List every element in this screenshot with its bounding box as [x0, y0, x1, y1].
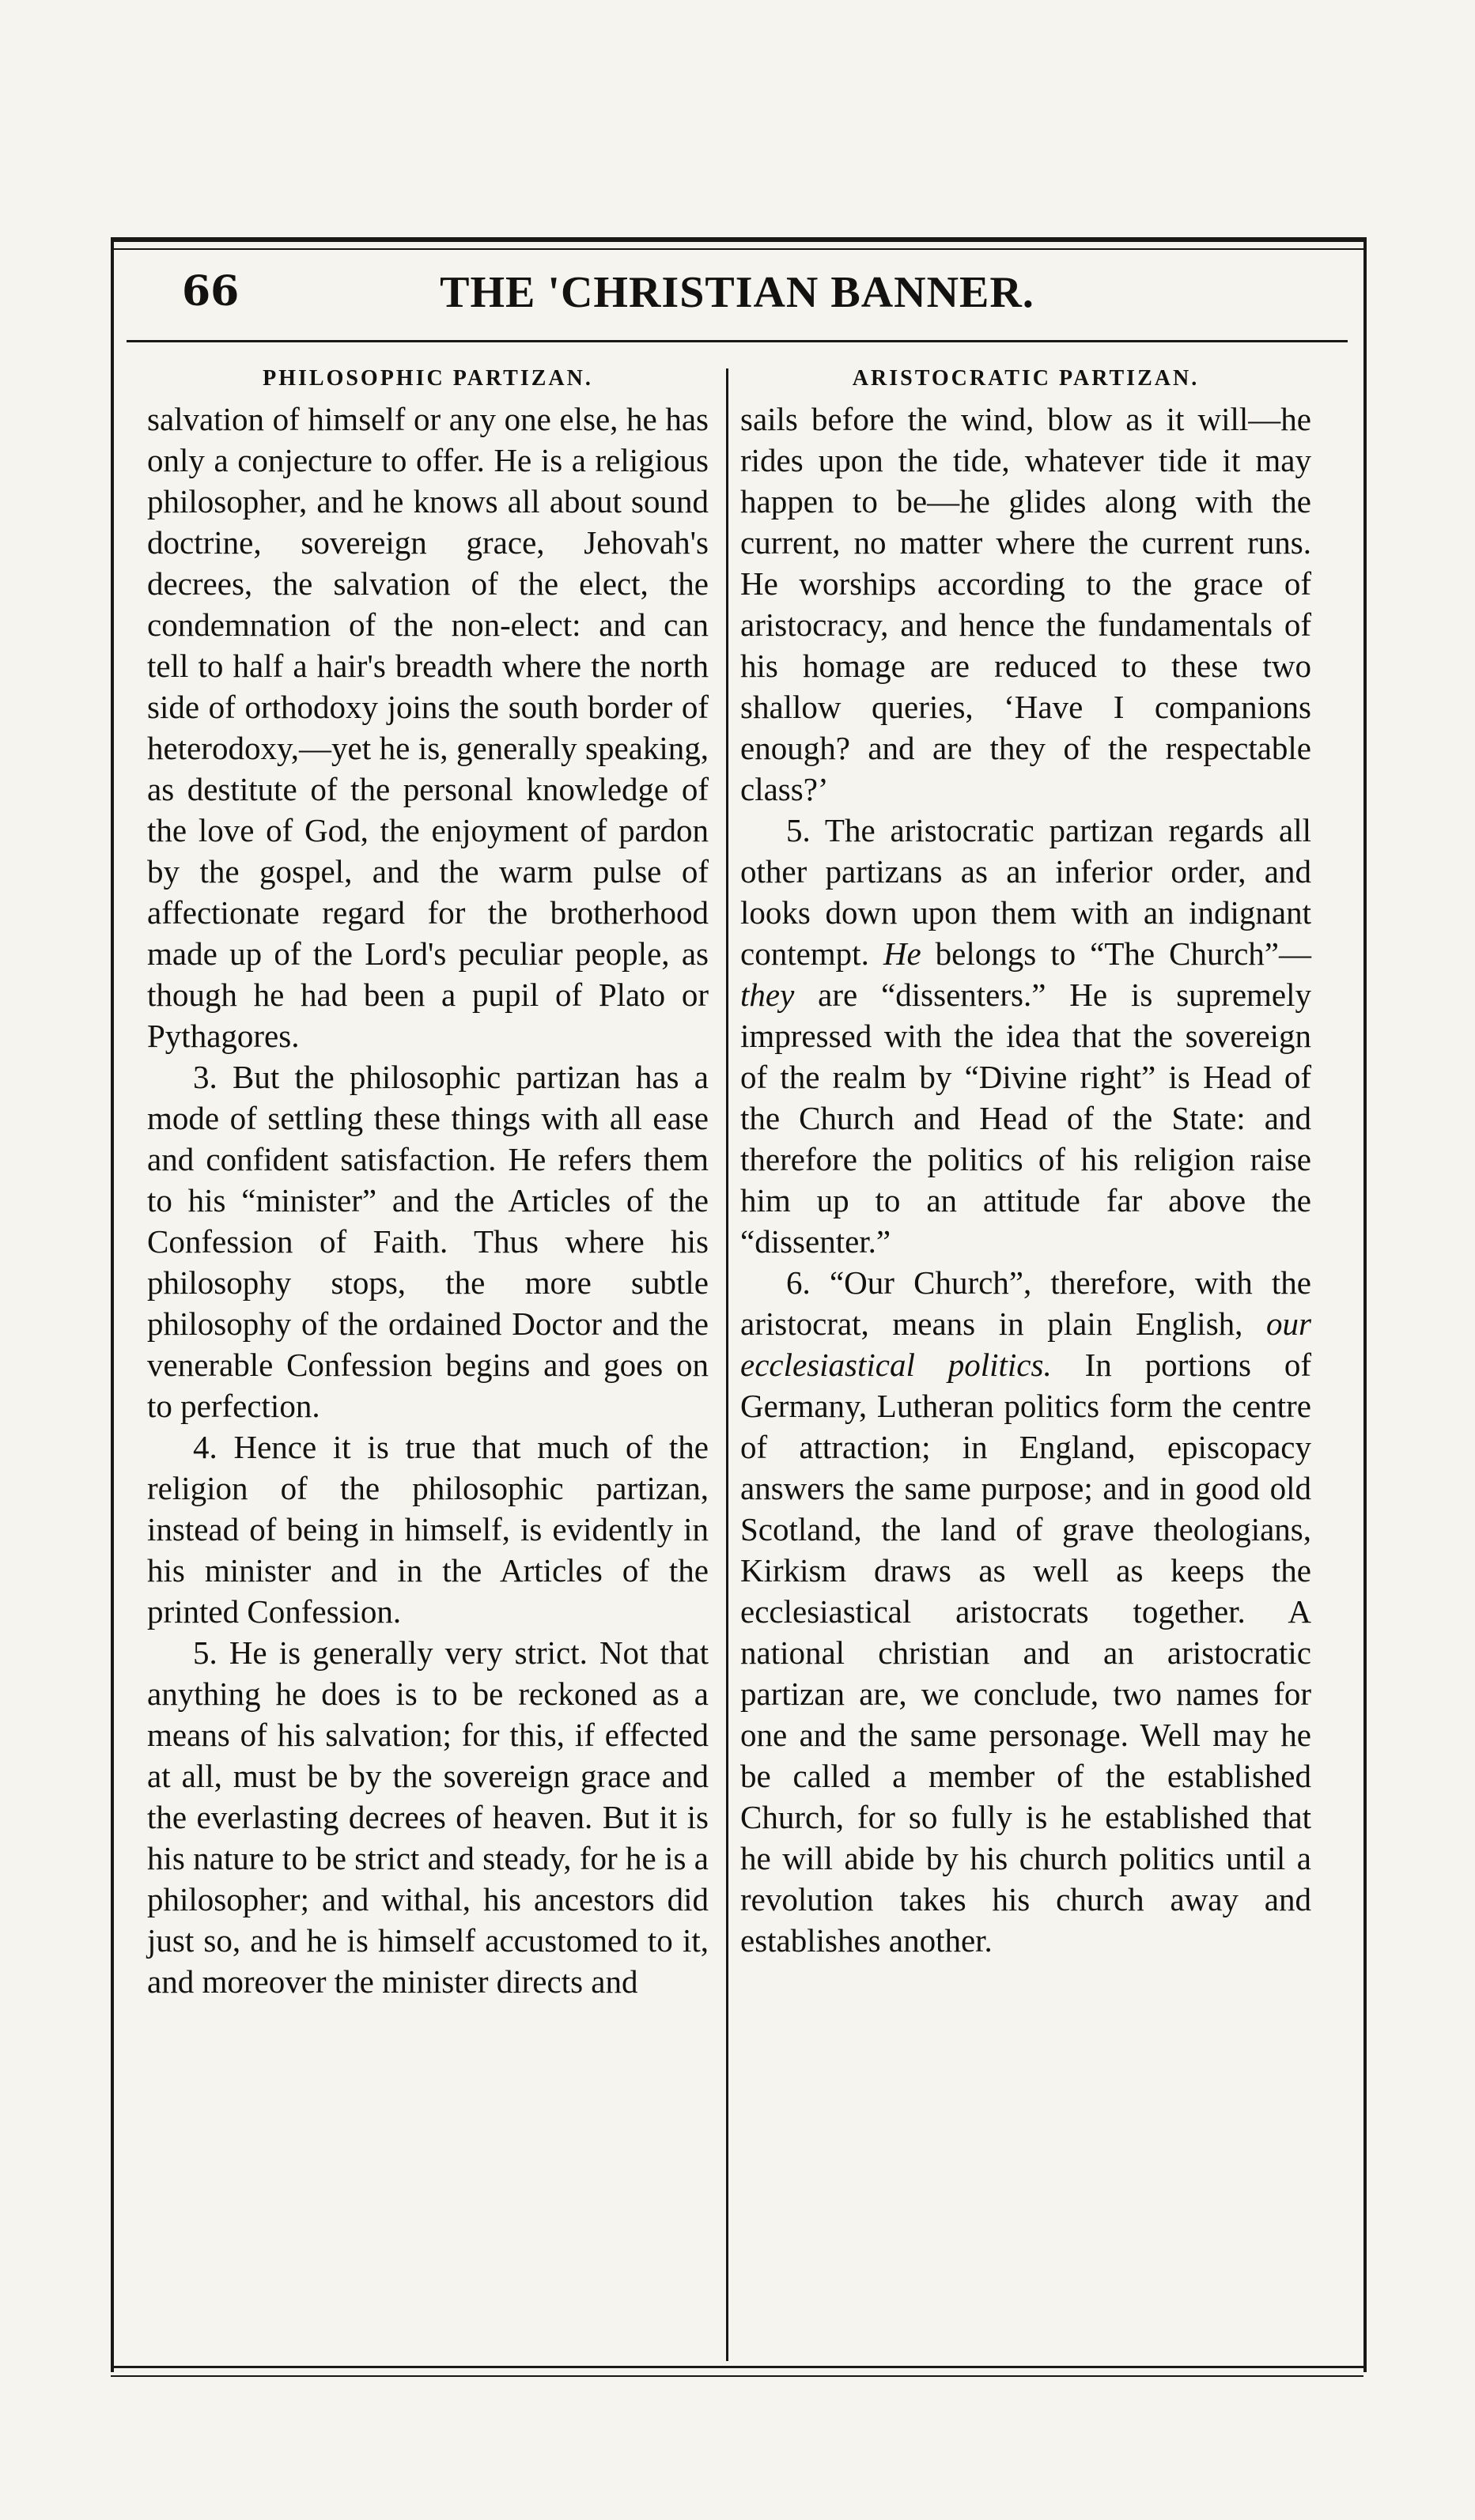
italic-text: they — [740, 977, 795, 1013]
paragraph: salvation of himself or any one else, he has only a conjecture to offer. He is a religious philosopher, and he knows all about sound doctrine, sovereign grace, Jehovah's decrees, the salvation of the elect, the condemnation of the non-elect: and can tell to half a hair's breadth where the north side of orthodoxy joins the south border of heterodoxy,—yet he is, generally speaking, as destitute of the personal knowledge of the love of God, the enjoyment of pardon by the gospel, and the warm pulse of affectionate regard for the brotherhood made up of the Lord's peculiar people, as though he had been a pupil of Plato or Pythagores. — [147, 401, 709, 1054]
text-run: In portions of Germany, Lutheran politics form the centre of attraction; in England, episcopacy answers the same purpose; and in good old Scotland, the land of grave theologians, Kirkism draws as well as keeps the ecclesiastical aristocrats together. A national christian and an aristocratic partizan are, we conclude, two names for one and the same personage. Well may he be called a member of the established Church, for so fully is he established that he will abide by his church politics until a revolution takes his church away and establishes another. — [740, 1347, 1312, 1959]
page-number: 66 — [182, 267, 240, 315]
paragraph — [740, 810, 1311, 1262]
italic-text: He — [883, 935, 921, 972]
journal-title: THE 'CHRISTIAN BANNER. — [440, 268, 1034, 317]
column-divider — [726, 368, 728, 2361]
bottom-rule-thin — [111, 2375, 1363, 2377]
paragraph — [740, 1262, 1311, 1961]
text-run: are “dissenters.” He is supremely impressed with the idea that the sovereign of the realm by “Divine right” is Head of the Church and Head of the State: and therefore the politics of his religion raise him up to an attitude far above the “dissenter.” — [740, 977, 1311, 1260]
paragraph: 3. But the philosophic partizan has a mode of settling these things with all ease and confident satisfaction. He refers them to his “minister” and the Articles of the Confession of Faith. Thus where his philosophy stops, the more subtle philosophy of the ordained Doctor and the venerable Confession begins and goes on to perfection. — [147, 1059, 709, 1424]
right-column — [740, 365, 1311, 1961]
text-run: 6. “Our Church”, therefore, with the aristocrat, means in plain English, — [740, 1264, 1311, 1342]
paragraph: sails before the wind, blow as it will—he rides upon the tide, whatever tide it may happen to be—he glides along with the current, no matter where the current runs. He worships according to the grace of aristocracy, and hence the fundamentals of his homage are reduced to these two shallow queries, ‘Have I companions enough? and are they of the respectable class?’ — [740, 401, 1311, 807]
page-header — [127, 258, 1348, 334]
italic-text: our ecclesiastical politics. — [740, 1305, 1311, 1383]
paragraph: 5. He is generally very strict. Not that anything he does is to be reckoned as a means of his salvation; for this, if effected at all, must be by the sovereign grace and the everlasting decrees of heaven. But it is his nature to be strict and steady, for he is a philosopher; and withal, his ancestors did just so, and he is himself accustomed to it, and moreover the minister directs and — [147, 1634, 709, 2000]
header-rule — [127, 340, 1348, 342]
text-run: belongs to “The Church”— — [935, 935, 1311, 972]
bottom-rule — [111, 2366, 1363, 2368]
text-run: 5. The aristocratic partizan regards all other partizans as an inferior order, and looks down upon them with an indignant contempt. — [740, 812, 1311, 972]
left-running-head: PHILOSOPHIC PARTIZAN. — [263, 366, 593, 391]
paragraph: 4. Hence it is true that much of the religion of the philosophic partizan, instead of being in himself, is evidently in his minister and in the Articles of the printed Confession. — [147, 1429, 709, 1630]
left-column — [147, 365, 709, 2002]
right-running-head: ARISTOCRATIC PARTIZAN. — [852, 366, 1200, 391]
